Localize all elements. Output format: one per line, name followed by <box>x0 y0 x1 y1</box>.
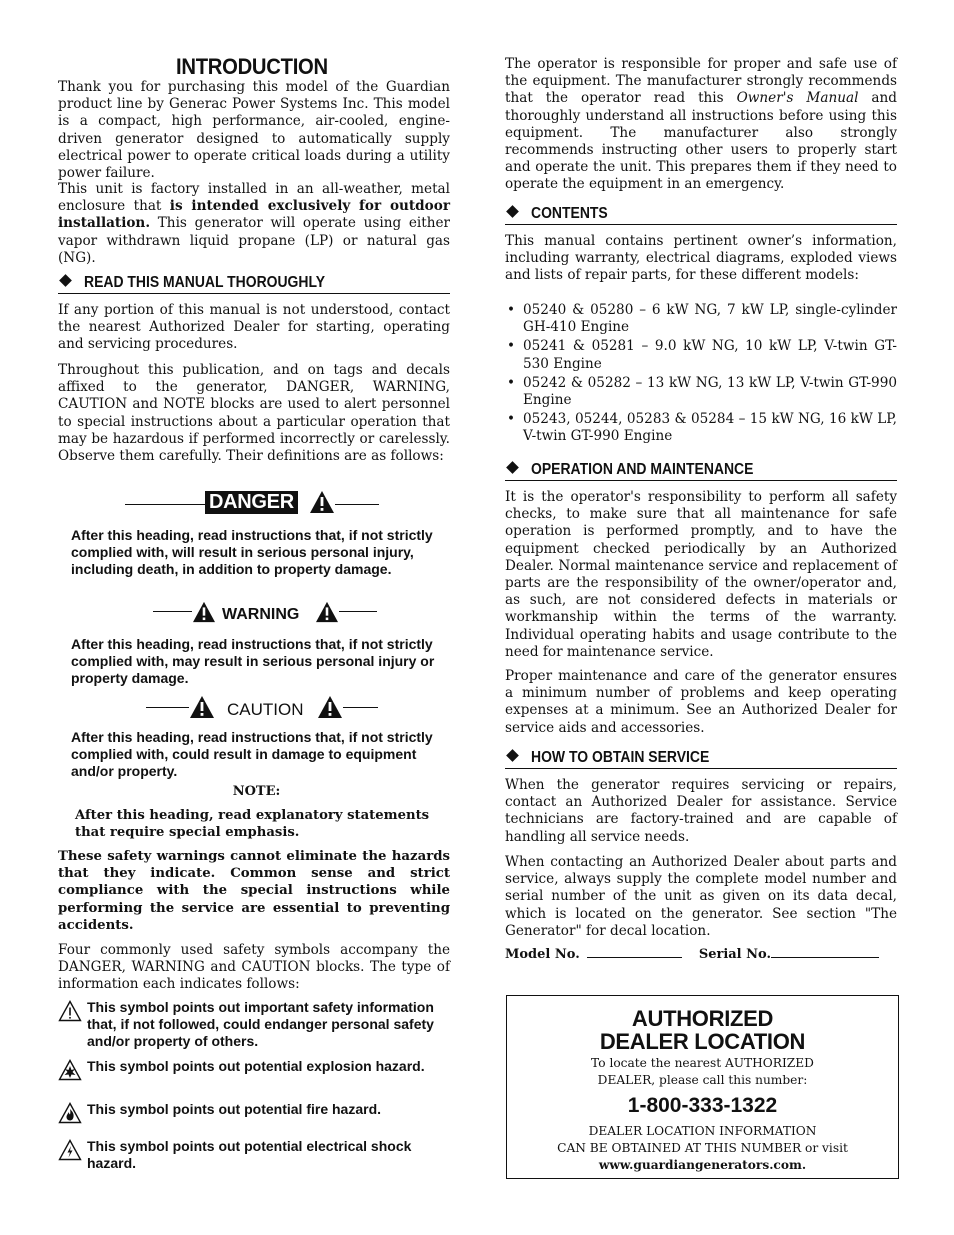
symbols-intro-paragraph: Four commonly used safety symbols accompany the DANGER, WARNING and CAUTION blocks. The type of information each indicates follows: <box>58 942 450 993</box>
danger-heading <box>58 490 450 520</box>
note-label: NOTE: <box>232 784 281 799</box>
dealer-title-line-1: AUTHORIZED <box>631 1006 774 1031</box>
service-paragraph: When the generator requires servicing or repairs, contact an Authorized Dealer for assistance. Service technicians are factory-trained and are capable of handling all service needs. <box>505 777 897 845</box>
obtain-service-heading: HOW TO OBTAIN SERVICE <box>505 749 897 769</box>
contents-paragraph: This manual contains pertinent owner’s information, including warranty, electrical diagrams, exploded views and lists of repair parts, for these different models: <box>505 233 897 284</box>
alert-triangle-icon <box>317 695 343 719</box>
caution-label: CAUTION <box>227 700 304 719</box>
warning-heading <box>58 601 450 631</box>
warning-description: After this heading, read instructions that, if not strictly complied with, may result in serious personal injury or property damage. <box>71 636 435 686</box>
symbol-description: This symbol points out potential electrical shock hazard. <box>87 1138 412 1172</box>
proper-maintenance-paragraph: Proper maintenance and care of the generator ensures a minimum number of problems and keep operating expenses at a minimum. See an Authorized Dealer for service aids and accessories. <box>505 668 897 736</box>
dealer-locate-text-2: DEALER, please call this number: <box>597 1073 808 1087</box>
contact-dealer-paragraph: When contacting an Authorized Dealer about parts and service, always supply the complete model number and serial number of the unit as given on its data decal, which is located on the generator. See section "The Generator" for decal location. <box>505 854 897 939</box>
diamond-bullet-icon <box>506 205 519 218</box>
model-number-label: Model No. <box>505 947 580 962</box>
website-link[interactable]: www.guardiangenerators.com. <box>598 1158 807 1172</box>
operator-responsibility-paragraph: The operator is responsible for proper and safe use of the equipment. The manufacturer strongly recommends that the operator read this Owner's Manual and thoroughly understand all instructions before using this equipment. The manufacturer also strongly recommends instructing other users to properly start and operate the unit. This prepares them if they need to operate the equipment in an emergency. <box>505 56 897 193</box>
note-description: After this heading, read explanatory statements that require special emphasis. <box>75 808 430 841</box>
operation-maintenance-paragraph: It is the operator's responsibility to perform all safety checks, to make sure that all maintenance for safe operation is performed promptly, and to have the equipment checked periodically by an Authorized Dealer. Normal maintenance service and replacement of parts are the responsibility of the owner/operator and, as such, are not considered defects in materials or workmanship within the terms of the warranty. Individual operating habits and usage contribute to the need for maintenance service. <box>505 489 897 660</box>
blocks-definition-paragraph: Throughout this publication, and on tags and decals affixed to the generator, DANGER, WARNING, CAUTION and NOTE blocks are used to alert personnel to special instructions about a particular operation that may be hazardous if performed incorrectly or carelessly. Observe them carefully. Their definitions are as follows: <box>58 362 450 465</box>
serial-number-field[interactable] <box>771 946 879 958</box>
diamond-bullet-icon <box>59 274 72 287</box>
dealer-info-text-1: DEALER LOCATION INFORMATION <box>588 1124 817 1138</box>
diamond-bullet-icon <box>506 461 519 474</box>
warning-label: WARNING <box>222 606 300 623</box>
list-item: • 05243, 05244, 05283 & 05284 – 15 kW NG, 16 kW LP, V-twin GT-990 Engine <box>505 411 897 445</box>
introduction-title: INTRODUCTION <box>176 54 328 79</box>
serial-number-label: Serial No. <box>698 947 771 962</box>
intro-paragraph: Thank you for purchasing this model of the Guardian product line by Generac Power Systems Inc. This model is a compact, high performance, air-cooled, engine-driven generator designed to automatically supply electrical power to operate critical loads during a utility power failure. <box>58 79 450 182</box>
list-item: • 05240 & 05280 – 6 kW NG, 7 kW LP, single-cylinder GH-410 Engine <box>505 302 897 336</box>
explosion-hazard-icon <box>58 1059 82 1081</box>
model-number-field[interactable] <box>587 946 682 958</box>
safety-warning-paragraph: These safety warnings cannot eliminate the hazards that they indicate. Common sense and strict compliance with the special instructions while performing the service are essential to preventing accidents. <box>58 849 450 933</box>
dealer-info-text-2: CAN BE OBTAINED AT THIS NUMBER or visit <box>557 1141 848 1155</box>
dealer-phone-number[interactable]: 1-800-333-1322 <box>627 1094 778 1117</box>
symbol-description: This symbol points out potential explosion hazard. <box>87 1058 425 1074</box>
read-manual-heading: READ THIS MANUAL THOROUGHLY <box>58 274 450 294</box>
read-manual-paragraph: If any portion of this manual is not understood, contact the nearest Authorized Dealer for starting, operating and servicing procedures. <box>58 302 450 353</box>
operation-maintenance-heading: OPERATION AND MAINTENANCE <box>505 461 897 481</box>
alert-triangle-icon <box>189 695 215 719</box>
symbol-description: This symbol points out important safety information that, if not followed, could endanger personal safety and/or property of others. <box>87 999 434 1050</box>
alert-triangle-icon <box>315 601 339 623</box>
caution-heading <box>58 695 450 725</box>
symbol-description: This symbol points out potential fire hazard. <box>87 1101 382 1117</box>
contents-heading: CONTENTS <box>505 205 897 225</box>
model-list <box>505 302 897 446</box>
outdoor-installation-emphasis: is intended exclusively for outdoor installation. <box>58 198 450 232</box>
installation-paragraph: This unit is factory installed in an all-weather, metal enclosure that is intended exclusively for outdoor installation. This generator will operate using either vapor withdrawn liquid propane (LP) or natural gas (NG). <box>58 181 450 266</box>
dealer-location-box <box>506 995 899 1179</box>
fire-hazard-icon <box>58 1102 82 1124</box>
list-item: • 05242 & 05282 – 13 kW NG, 13 kW LP, V-twin GT-990 Engine <box>505 375 897 409</box>
electrical-shock-icon <box>58 1139 82 1161</box>
alert-triangle-icon <box>58 1000 82 1022</box>
diamond-bullet-icon <box>506 749 519 762</box>
caution-description: After this heading, read instructions that, if not strictly complied with, could result in damage to equipment and/or property. <box>71 729 433 779</box>
alert-triangle-icon <box>309 490 335 514</box>
danger-description: After this heading, read instructions that, if not strictly complied with, will result in serious personal injury, including death, in addition to property damage. <box>71 527 433 577</box>
danger-label: DANGER <box>205 491 298 514</box>
alert-triangle-icon <box>192 601 216 623</box>
list-item: • 05241 & 05281 – 9.0 kW NG, 10 kW LP, V-twin GT-530 Engine <box>505 338 897 372</box>
dealer-title-line-2: DEALER LOCATION <box>599 1029 806 1054</box>
owners-manual-title: Owner's Manual <box>736 90 859 107</box>
model-serial-fields <box>505 946 897 963</box>
dealer-locate-text-1: To locate the nearest AUTHORIZED <box>591 1056 814 1070</box>
